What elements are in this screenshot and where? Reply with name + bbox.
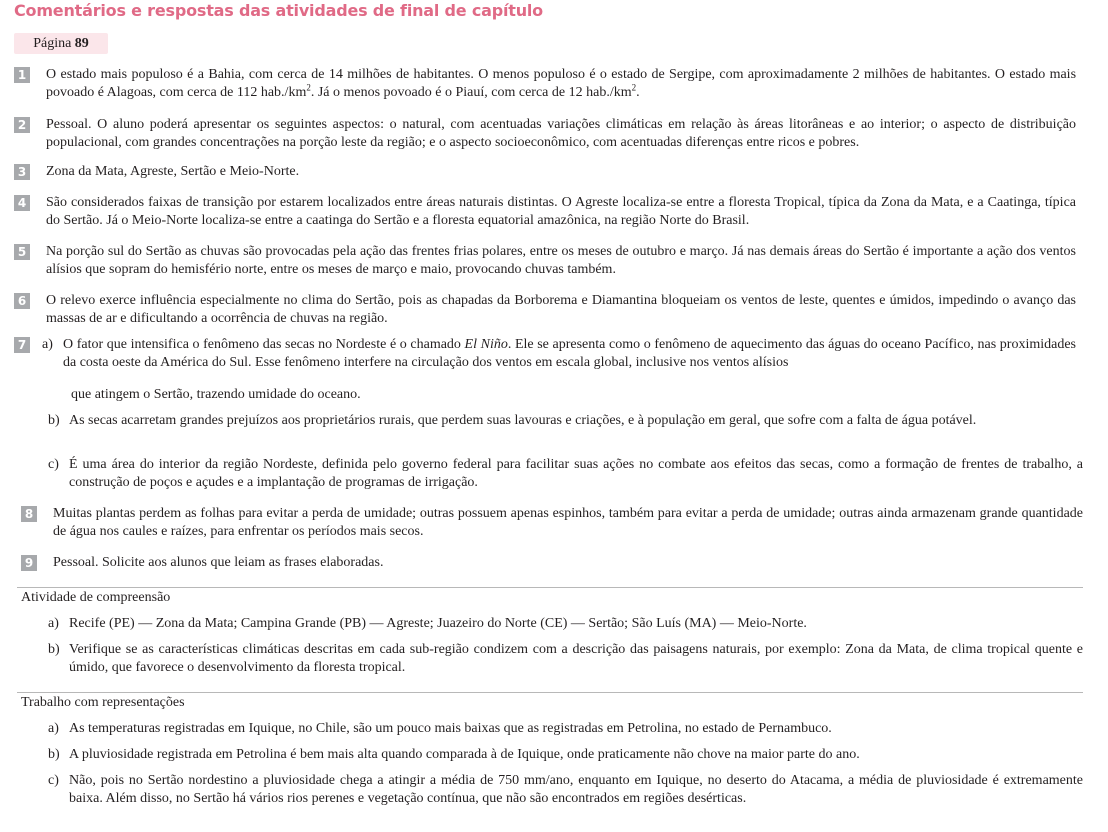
q1-line2a: habitantes. O estado mais povoado é Alagoas, com cerca de 112 hab./km [46, 67, 1077, 100]
question-number-6: 6 [14, 293, 30, 309]
q7b-letter: b) [48, 413, 60, 428]
compreensao-a-text: Recife (PE) — Zona da Mata; Campina Grande (PB) — Agreste; Juazeiro do Norte (CE) — Sertão; São Luís (MA) — Meio-Norte. [69, 616, 807, 631]
question-4-text: São considerados faixas de transição por estarem localizados entre áreas naturais distintas. O Agreste localiza-se entre a floresta Tropical, típica da Zona da Mata, e a Caatinga, típica do Sertão. Já o Meio-Norte localiza-se entre a caatinga do Sertão e a floresta equatorial amazônica, na região Norte do Brasil. [46, 195, 1076, 228]
q1-line2c: . [636, 85, 640, 100]
representacoes-b-letter: b) [48, 747, 60, 762]
q1-sup-1: 2 [306, 82, 311, 93]
compreensao-b-text: Verifique se as características climáticas descritas em cada sub-região condizem com a descrição das paisagens naturais, por exemplo: Zona da Mata, de clima tropical quente e úmido, que favorece o desenvolvimento da floresta tropical. [69, 642, 1083, 675]
representacoes-item-c [48, 772, 1083, 808]
question-1-text [46, 66, 1076, 102]
question-2-text: Pessoal. O aluno poderá apresentar os seguintes aspectos: o natural, com acentuadas variações climáticas em relação às áreas litorâneas e ao interior; o aspecto de distribuição populacional, com grandes concentrações na porção leste da região; e o aspecto socioeconômico, com acentuadas diferenças entre ricos e pobres. [46, 117, 1076, 150]
question-9-text: Pessoal. Solicite aos alunos que leiam as frases elaboradas. [53, 555, 384, 570]
question-3-text: Zona da Mata, Agreste, Sertão e Meio-Norte. [46, 164, 300, 179]
page-title: Comentários e respostas das atividades de final de capítulo [14, 1, 543, 20]
q7a-part1: O fator que intensifica o fenômeno das secas no Nordeste é o chamado [63, 337, 465, 352]
compreensao-item-a [48, 615, 1083, 633]
section-divider [17, 587, 1083, 588]
question-8-text: Muitas plantas perdem as folhas para evitar a perda de umidade; outras possuem apenas espinhos, também para evitar a perda de umidade; outras ainda armazenam grande quantidade de água nos caules e raízes, para enfrentar os períodos mais secos. [53, 506, 1083, 539]
q7c-letter: c) [48, 457, 59, 472]
representacoes-c-letter: c) [48, 773, 59, 788]
representacoes-c-text: Não, pois no Sertão nordestino a pluviosidade chega a atingir a média de 750 mm/ano, enquanto em Iquique, no deserto do Atacama, a média de pluviosidade é extremamente baixa. Além disso, no Sertão há vários rios perenes e vegetação contínua, que não são encontrados em regiões desérticas. [69, 773, 1083, 806]
page-label [14, 33, 108, 54]
compreensao-b-letter: b) [48, 642, 60, 657]
q7a-text [42, 336, 1076, 372]
question-number-4: 4 [14, 195, 30, 211]
q7a-part2: . Ele se apresenta como o fenômeno de aquecimento das águas do oceano Pacífico, nas proximidades da costa oeste da América do Sul. Esse fenômeno interfere na circulação dos ventos em escala global, inclusive nos ventos alísios [63, 337, 1077, 370]
q1-sup-2: 2 [631, 82, 637, 93]
question-number-9: 9 [21, 555, 37, 571]
representacoes-item-b [48, 746, 1083, 764]
question-number-8: 8 [21, 506, 37, 522]
question-7b [48, 412, 1083, 430]
question-7a [42, 336, 1076, 372]
q7a-continuation: que atingem o Sertão, trazendo umidade do oceano. [71, 387, 361, 402]
question-number-2: 2 [14, 117, 30, 133]
q7b-text: As secas acarretam grandes prejuízos aos proprietários rurais, que perdem suas lavouras e criações, e à população em geral, que sofre com a falta de água potável. [69, 413, 977, 428]
representacoes-a-letter: a) [48, 721, 59, 736]
question-number-5: 5 [14, 244, 30, 260]
question-7c [48, 456, 1083, 492]
question-5-text: Na porção sul do Sertão as chuvas são provocadas pela ação das frentes frias polares, entre os meses de outubro e março. Já nas demais áreas do Sertão é importante a ação dos ventos alísios que sopram do hemisfério norte, entre os meses de março e maio, provocando chuvas também. [46, 244, 1076, 277]
q1-line2b: . Já o menos povoado é o Piauí, com cerca de 12 hab./km [310, 85, 632, 100]
section-divider [17, 692, 1083, 693]
q1-line1: O estado mais populoso é a Bahia, com cerca de 14 milhões de habitantes. O menos populoso é o estado de Sergipe, com aproximadamente 2 milhões de [46, 67, 926, 82]
page-number: 89 [74, 36, 89, 51]
question-number-1: 1 [14, 67, 30, 83]
representacoes-b-text: A pluviosidade registrada em Petrolina é bem mais alta quando comparada à de Iquique, onde praticamente não chove na maior parte do ano. [69, 747, 860, 762]
question-number-7: 7 [14, 337, 30, 353]
compreensao-item-b [48, 641, 1083, 677]
q7a-letter: a) [42, 337, 53, 352]
compreensao-a-letter: a) [48, 616, 59, 631]
representacoes-heading: Trabalho com representações [21, 695, 185, 710]
page-prefix: Página [33, 36, 72, 51]
representacoes-a-text: As temperaturas registradas em Iquique, no Chile, são um pouco mais baixas que as registradas em Petrolina, no estado de Pernambuco. [69, 721, 832, 736]
compreensao-heading: Atividade de compreensão [21, 590, 171, 605]
representacoes-item-a [48, 720, 1083, 738]
q7a-italic: El Niño [464, 337, 508, 352]
q7c-text: É uma área do interior da região Nordeste, definida pelo governo federal para facilitar suas ações no combate aos efeitos das secas, como a formação de frentes de trabalho, a construção de poços e açudes e a implantação de programas de irrigação. [69, 457, 1083, 490]
question-6-text: O relevo exerce influência especialmente no clima do Sertão, pois as chapadas da Borborema e Diamantina bloqueiam os ventos de leste, quentes e úmidos, impedindo o avanço das massas de ar e dificultando a ocorrência de chuvas na região. [46, 293, 1076, 326]
question-number-3: 3 [14, 164, 30, 180]
